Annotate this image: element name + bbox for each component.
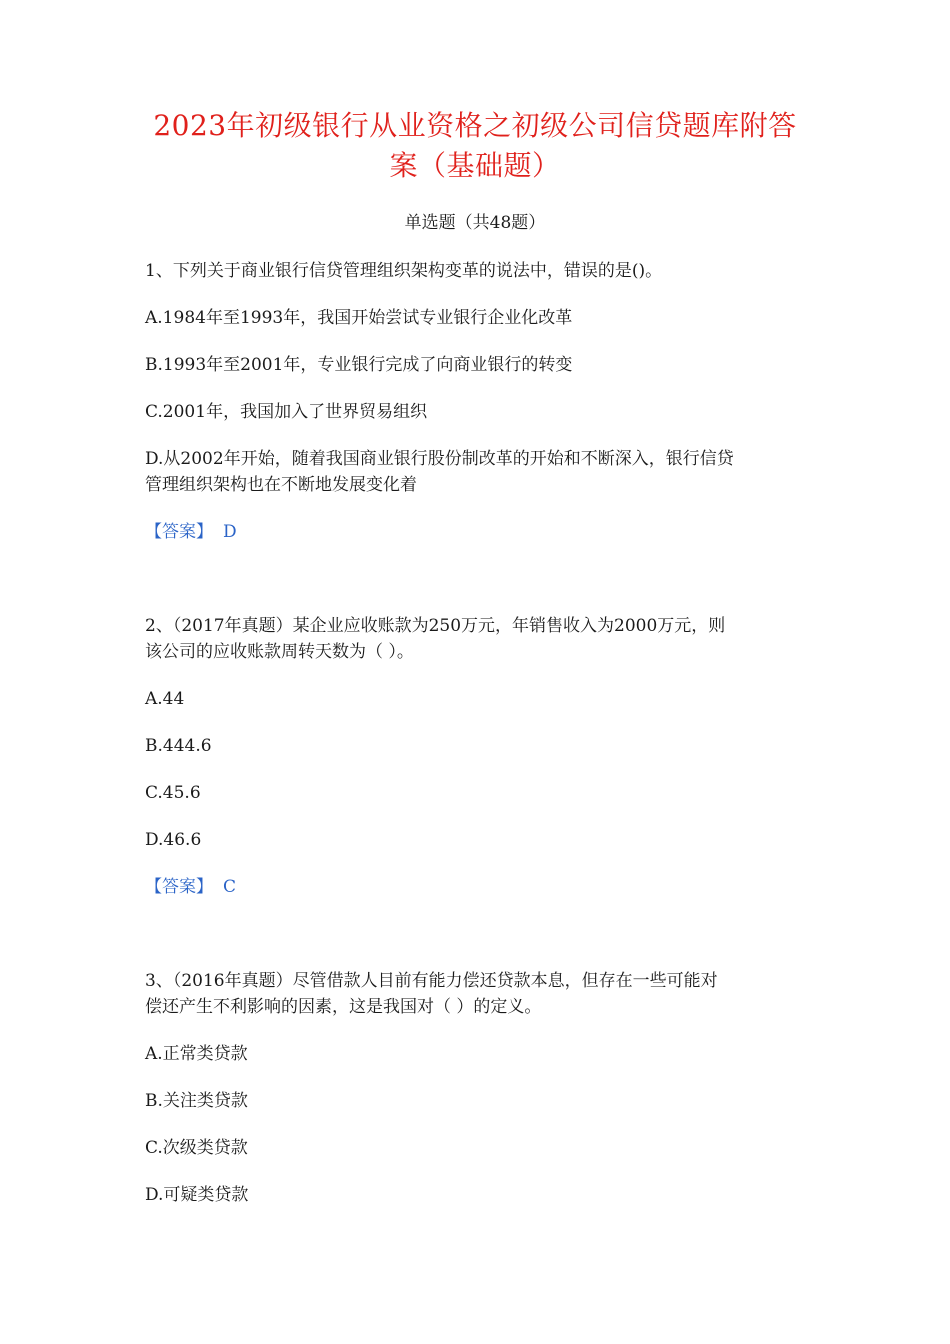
question-1-option-b: B.1993年至2001年，专业银行完成了向商业银行的转变 (145, 355, 573, 375)
answer-value: D (223, 522, 237, 542)
question-1-option-d-continued: 管理组织架构也在不断地发展变化着 (145, 475, 417, 495)
question-1-stem: 1、下列关于商业银行信贷管理组织架构变革的说法中，错误的是()。 (145, 261, 663, 281)
question-2-option-a: A.44 (145, 689, 185, 709)
answer-label: 【答案】 (145, 877, 213, 897)
page-title-line-1: 2023年初级银行从业资格之初级公司信贷题库附答 (153, 109, 797, 142)
answer-label: 【答案】 (145, 522, 213, 542)
question-3-option-c: C.次级类贷款 (145, 1138, 248, 1158)
question-3-stem-continued: 偿还产生不利影响的因素，这是我国对（ ）的定义。 (145, 997, 542, 1017)
question-2-stem: 2、（2017年真题）某企业应收账款为250万元，年销售收入为2000万元，则 (145, 616, 726, 636)
question-2-answer (145, 874, 815, 900)
question-3-option-a: A.正常类贷款 (145, 1044, 248, 1064)
question-2-option-b: B.444.6 (145, 736, 212, 756)
question-1-option-c: C.2001年，我国加入了世界贸易组织 (145, 402, 428, 422)
question-3-stem: 3、（2016年真题）尽管借款人目前有能力偿还贷款本息，但存在一些可能对 (145, 971, 718, 991)
question-1-option-a: A.1984年至1993年，我国开始尝试专业银行企业化改革 (145, 308, 573, 328)
answer-value: C (223, 877, 237, 897)
question-3-option-b: B.关注类贷款 (145, 1091, 248, 1111)
question-2-option-c: C.45.6 (145, 783, 201, 803)
section-heading: 单选题（共48题） (404, 213, 546, 233)
question-1-answer (145, 519, 815, 545)
question-3-option-d: D.可疑类贷款 (145, 1185, 249, 1205)
question-2-stem-continued: 该公司的应收账款周转天数为（ ）。 (145, 642, 414, 662)
page-title-line-2: 案（基础题） (389, 149, 561, 182)
question-1-option-d: D.从2002年开始，随着我国商业银行股份制改革的开始和不断深入，银行信贷 (145, 449, 734, 469)
page-title (130, 106, 820, 186)
question-2-option-d: D.46.6 (145, 830, 202, 850)
